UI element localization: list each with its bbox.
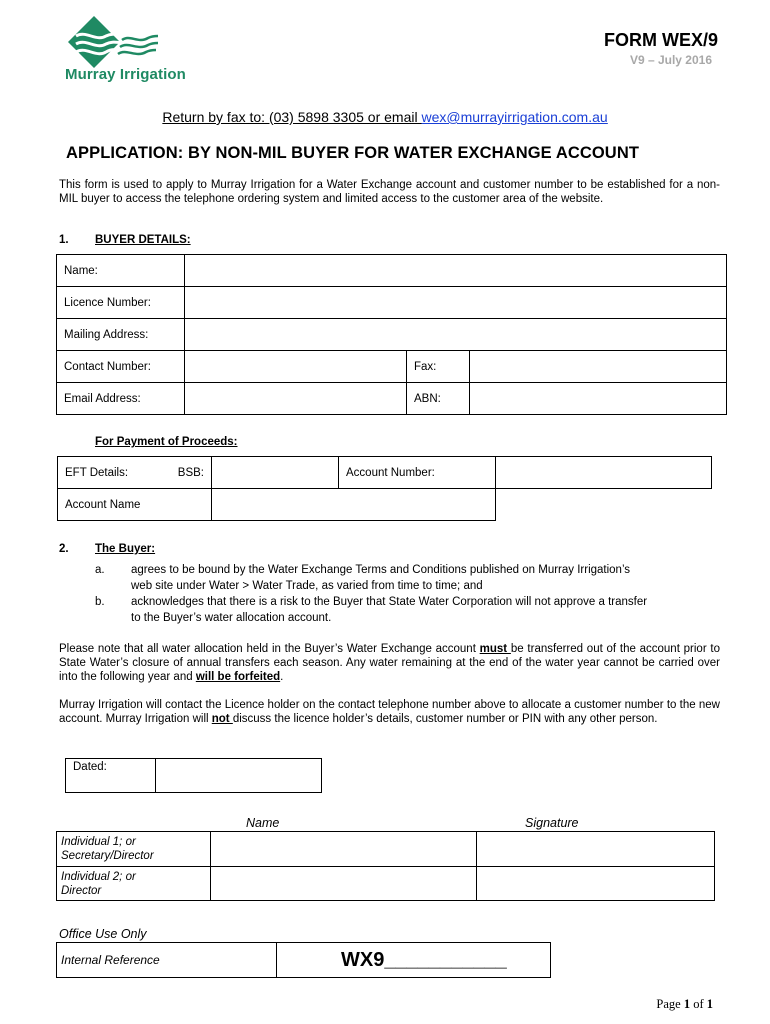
individual2-signature-field[interactable]	[477, 867, 715, 901]
section2-number: 2.	[59, 543, 69, 555]
individual1-label	[57, 832, 211, 867]
abn-label: ABN:	[407, 383, 470, 415]
dated-table	[65, 758, 322, 793]
individual2-line2: Director	[61, 884, 102, 897]
page-word: Page	[656, 997, 681, 1011]
item-b-letter: b.	[95, 596, 105, 608]
note-contact	[59, 698, 720, 726]
item-a-letter: a.	[95, 564, 105, 576]
licence-label: Licence Number:	[57, 287, 185, 319]
name-column-header: Name	[246, 816, 280, 830]
of-word: of	[693, 997, 704, 1011]
payment-heading: For Payment of Proceeds:	[95, 436, 238, 448]
signature-table	[56, 831, 715, 901]
murray-irrigation-logo-icon	[62, 14, 162, 70]
dated-label: Dated:	[66, 759, 156, 793]
wx9-prefix: WX9	[341, 948, 385, 971]
individual1-signature-field[interactable]	[477, 832, 715, 867]
wx9-blank: ___________	[384, 948, 507, 971]
eft-cell	[58, 457, 212, 489]
fax-field[interactable]	[470, 351, 727, 383]
item-b-line1: acknowledges that there is a risk to the Buyer that State Water Corporation will not approve a transfer	[131, 596, 648, 608]
item-a-line1: agrees to be bound by the Water Exchange Terms and Conditions published on Murray Irrigation’s	[131, 564, 631, 576]
mailing-field[interactable]	[185, 319, 727, 351]
individual1-name-field[interactable]	[211, 832, 477, 867]
dated-field[interactable]	[156, 759, 322, 793]
page-number	[656, 997, 713, 1012]
item-a-line2: web site under Water > Water Trade, as varied from time to time; and	[131, 580, 483, 592]
name-field[interactable]	[185, 255, 727, 287]
internal-reference-field[interactable]	[277, 943, 551, 978]
logo-text: Murray Irrigation	[65, 66, 186, 83]
return-instructions	[0, 109, 770, 125]
name-label: Name:	[57, 255, 185, 287]
form-version: V9 – July 2016	[629, 53, 712, 67]
account-name-field[interactable]	[212, 489, 496, 521]
item-b-line2: to the Buyer’s water allocation account.	[131, 612, 332, 624]
section2-heading: The Buyer:	[95, 543, 156, 555]
note1-forfeited: will be forfeited	[195, 671, 281, 683]
internal-reference-label: Internal Reference	[57, 943, 277, 978]
fax-label: Fax:	[407, 351, 470, 383]
bsb-label: BSB:	[177, 466, 204, 479]
buyer-details-table	[56, 254, 727, 415]
individual2-label	[57, 867, 211, 901]
signature-column-header: Signature	[525, 816, 579, 830]
empty-cell	[496, 489, 712, 521]
return-email-link[interactable]: wex@murrayirrigation.com.au	[421, 109, 608, 125]
account-number-label: Account Number:	[339, 457, 496, 489]
email-label: Email Address:	[57, 383, 185, 415]
individual2-name-field[interactable]	[211, 867, 477, 901]
individual2-line1: Individual 2; or	[61, 870, 136, 883]
note2-not: not	[211, 713, 233, 725]
bsb-field[interactable]	[212, 457, 339, 489]
page-title: APPLICATION: BY NON-MIL BUYER FOR WATER EXCHANGE ACCOUNT	[66, 144, 640, 162]
note1-part2: be transferred out of the account prior to State Water’s closure of annual transfers each season. Any water remaining at the end of the water year cannot be carried over into the following year and	[59, 643, 721, 683]
note-allocation	[59, 642, 720, 684]
section1-number: 1.	[59, 234, 69, 246]
mailing-label: Mailing Address:	[57, 319, 185, 351]
office-use-heading: Office Use Only	[59, 927, 147, 941]
page-total: 1	[706, 997, 713, 1011]
note1-must: must	[479, 643, 511, 655]
note1-part1: Please note that all water allocation held in the Buyer’s Water Exchange account	[59, 643, 480, 655]
payment-table	[57, 456, 712, 521]
page-current: 1	[683, 997, 691, 1011]
note1-part3: .	[280, 671, 284, 683]
account-name-label: Account Name	[58, 489, 212, 521]
individual1-line2: Secretary/Director	[61, 850, 154, 862]
return-prefix: Return by fax to: (03) 5898 3305 or email	[162, 109, 422, 125]
note2-part2: discuss the licence holder’s details, customer number or PIN with any other person.	[232, 713, 658, 725]
contact-label: Contact Number:	[57, 351, 185, 383]
office-use-table	[56, 942, 551, 978]
eft-label: EFT Details:	[65, 466, 129, 479]
section1-heading: BUYER DETAILS:	[95, 234, 191, 246]
account-number-field[interactable]	[496, 457, 712, 489]
contact-field[interactable]	[185, 351, 407, 383]
abn-field[interactable]	[470, 383, 727, 415]
email-field[interactable]	[185, 383, 407, 415]
licence-field[interactable]	[185, 287, 727, 319]
individual1-line1: Individual 1; or	[61, 836, 136, 848]
form-id: FORM WEX/9	[603, 30, 718, 50]
intro-paragraph: This form is used to apply to Murray Irrigation for a Water Exchange account and customer number to be established for a non-MIL buyer to access the telephone ordering system and limited access to the customer area of the website.	[59, 179, 720, 205]
note2-part1: Murray Irrigation will contact the Licence holder on the contact telephone number above to allocate a customer number to the new account. Murray Irrigation will	[59, 699, 720, 725]
